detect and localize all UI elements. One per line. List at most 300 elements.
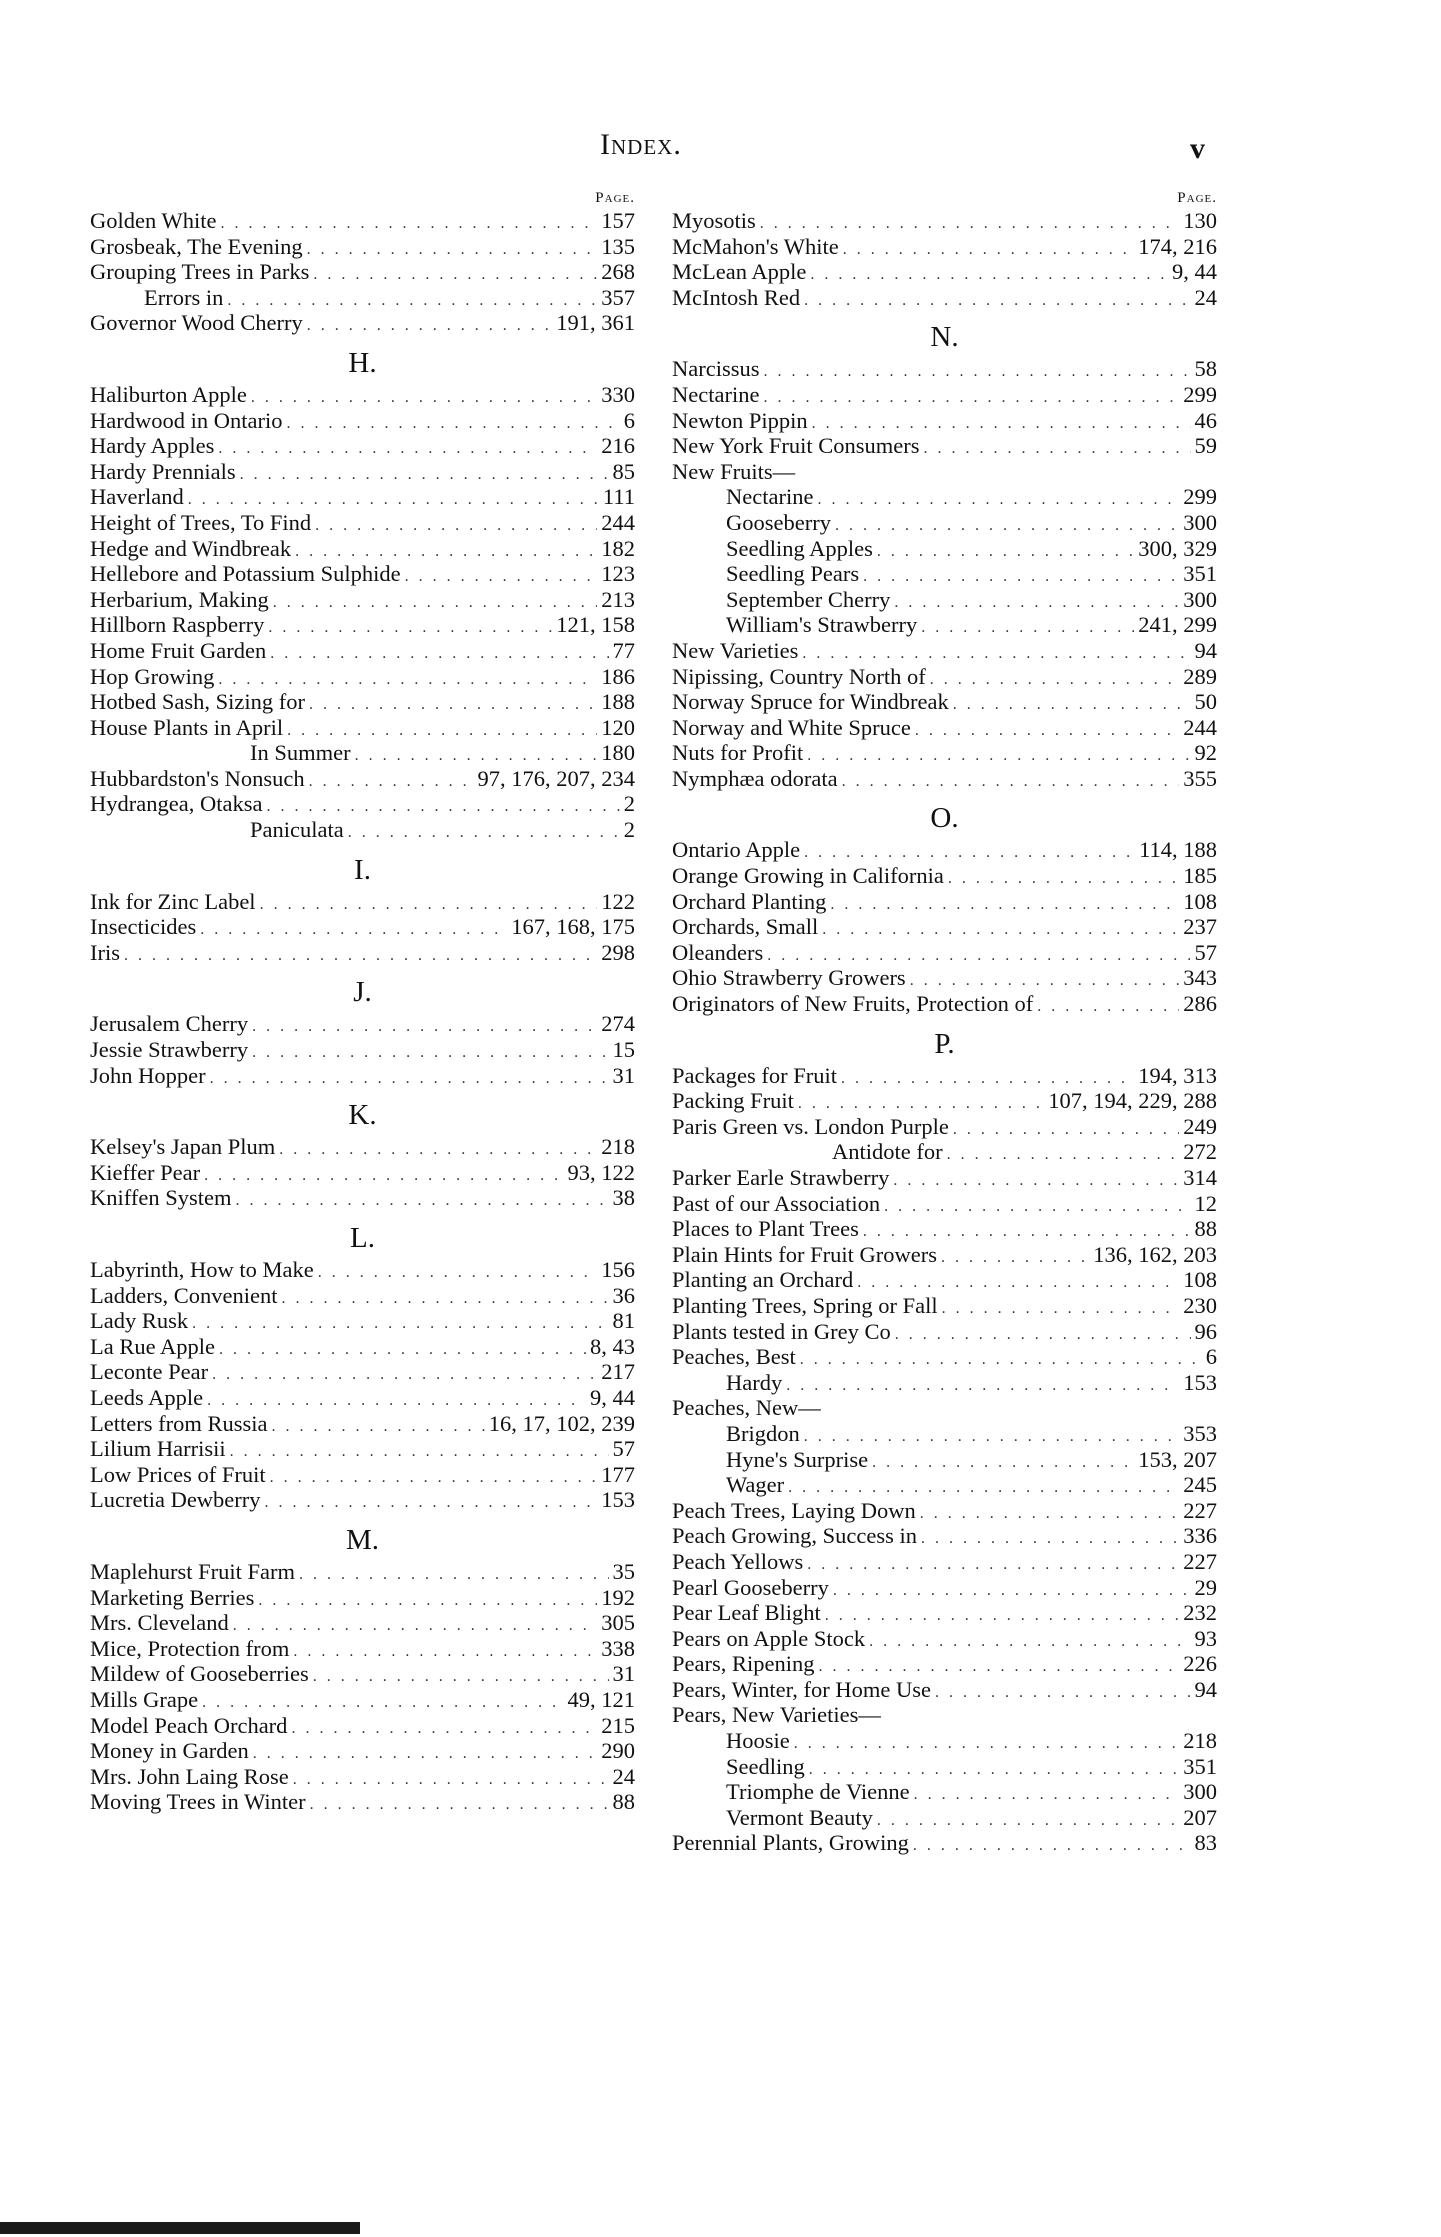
section-letter: O.	[930, 802, 959, 835]
entry-pages: 353	[1183, 1420, 1217, 1446]
leader-dots	[1037, 994, 1179, 1020]
entry-name: Hop Growing	[90, 663, 215, 689]
entry-name: Golden White	[90, 208, 217, 233]
entry-name: New Varieties	[672, 637, 799, 663]
leader-dots	[920, 1501, 1180, 1527]
index-entry	[672, 382, 1217, 408]
index-entry	[672, 1139, 1217, 1165]
entry-name: Nuts for Profit	[672, 740, 804, 766]
leader-dots	[309, 769, 474, 795]
entry-name: Nectarine	[672, 381, 760, 407]
entry-name: McMahon's White	[672, 233, 839, 259]
entry-pages: 207	[1183, 1804, 1217, 1830]
index-entry	[672, 766, 1217, 792]
index-entry	[672, 1319, 1217, 1345]
entry-pages: 88	[612, 1789, 635, 1815]
entry-name: Mrs. John Laing Rose	[90, 1763, 289, 1789]
leader-dots	[315, 513, 597, 539]
entry-name: Insecticides	[90, 914, 197, 940]
entry-pages: 216	[601, 433, 635, 459]
entry-pages: 16, 17, 102, 239	[488, 1410, 635, 1436]
entry-pages: 244	[601, 509, 635, 535]
entry-name: New Fruits—	[672, 458, 796, 484]
entry-pages: 174, 216	[1138, 233, 1217, 259]
entry-name: Iris	[90, 939, 120, 965]
entry-name: Governor Wood Cherry	[90, 310, 303, 336]
leader-dots	[953, 1117, 1179, 1143]
entry-name: Kieffer Pear	[90, 1159, 201, 1185]
index-entry	[90, 1359, 635, 1385]
entry-pages: 9, 44	[1172, 259, 1217, 285]
index-section	[90, 208, 635, 336]
leader-dots	[307, 313, 553, 339]
leader-dots	[825, 1603, 1180, 1629]
index-entry	[672, 1523, 1217, 1549]
index-entry	[672, 1549, 1217, 1575]
index-entry	[672, 1626, 1217, 1652]
entry-name: Orange Growing in California	[672, 863, 944, 889]
leader-dots	[884, 1194, 1190, 1220]
entry-name: Kelsey's Japan Plum	[90, 1134, 276, 1160]
entry-pages: 338	[601, 1635, 635, 1661]
entry-name: Norway and White Spruce	[672, 714, 911, 740]
entry-name: Lady Rusk	[90, 1308, 189, 1334]
leader-dots	[309, 692, 597, 718]
entry-pages: 94	[1194, 637, 1217, 663]
index-entry	[90, 484, 635, 510]
entry-name: Lilium Harrisii	[90, 1436, 226, 1462]
entry-name: Paris Green vs. London Purple	[672, 1113, 949, 1139]
index-entry	[672, 1344, 1217, 1370]
index-entry	[90, 259, 635, 285]
leader-dots	[895, 1322, 1191, 1348]
index-entry	[672, 715, 1217, 741]
entry-name: Labyrinth, How to Make	[90, 1257, 314, 1282]
index-entry	[90, 1011, 635, 1037]
index-section	[90, 1219, 635, 1513]
leader-dots	[863, 564, 1179, 590]
leader-dots	[258, 1588, 597, 1614]
index-entry	[90, 408, 635, 434]
entry-name: Pears, New Varieties—	[672, 1702, 881, 1728]
entry-name: Hubbardston's Nonsuch	[90, 765, 305, 791]
entry-pages: 94	[1194, 1676, 1217, 1702]
entry-pages: 24	[612, 1763, 635, 1789]
entry-name: Nipissing, Country North of	[672, 663, 926, 689]
entry-pages: 2	[623, 791, 635, 817]
leader-dots	[941, 1245, 1089, 1271]
entry-pages: 123	[601, 561, 635, 587]
entry-pages: 111	[602, 484, 635, 510]
entry-pages: 81	[612, 1308, 635, 1334]
leader-dots	[268, 615, 552, 641]
leader-dots	[313, 262, 597, 288]
index-entry	[672, 1677, 1217, 1703]
index-section	[672, 799, 1217, 1016]
leader-dots	[279, 1137, 597, 1163]
entry-pages: 268	[601, 259, 635, 285]
section-letter: L.	[350, 1222, 375, 1254]
section-letter: K.	[348, 1099, 377, 1132]
leader-dots	[286, 411, 619, 437]
entry-pages: 182	[601, 535, 635, 561]
entry-pages: 272	[1183, 1139, 1217, 1165]
index-entry	[672, 1447, 1217, 1473]
index-entry	[672, 1779, 1217, 1805]
entry-name: Planting Trees, Spring or Fall	[672, 1292, 938, 1318]
entry-pages: 49, 121	[567, 1686, 635, 1712]
entry-pages: 226	[1183, 1651, 1217, 1677]
entry-name: Model Peach Orchard	[90, 1712, 288, 1738]
entry-name: Grosbeak, The Evening	[90, 233, 303, 259]
entry-pages: 83	[1194, 1830, 1217, 1856]
entry-name: Letters from Russia	[90, 1410, 268, 1436]
entry-name: William's Strawberry	[726, 612, 918, 638]
index-entry	[90, 1661, 635, 1687]
leader-dots	[921, 615, 1134, 641]
index-entry	[90, 310, 635, 336]
index-entry	[90, 889, 635, 915]
index-entry	[90, 1462, 635, 1488]
index-entry	[90, 234, 635, 260]
entry-name: Pears on Apple Stock	[672, 1625, 866, 1651]
entry-pages: 300	[1183, 509, 1217, 535]
entry-pages: 29	[1194, 1574, 1217, 1600]
entry-pages: 96	[1194, 1318, 1217, 1344]
leader-dots	[807, 1552, 1179, 1578]
entry-name: Hardy Apples	[90, 433, 215, 459]
entry-pages: 15	[612, 1037, 635, 1063]
entry-name: Peaches, Best	[672, 1344, 796, 1370]
entry-name: Hyne's Surprise	[726, 1446, 869, 1472]
index-entry	[90, 1134, 635, 1160]
leader-dots	[804, 288, 1190, 314]
entry-pages: 93	[1194, 1625, 1217, 1651]
index-entry	[90, 817, 635, 843]
leader-dots	[318, 1260, 598, 1286]
index-entry	[672, 208, 1217, 234]
section-letter: N.	[930, 321, 959, 354]
entry-pages: 218	[1183, 1728, 1217, 1754]
leader-dots	[240, 462, 609, 488]
entry-pages: 135	[601, 233, 635, 259]
leader-dots	[293, 1767, 609, 1793]
entry-pages: 289	[1183, 663, 1217, 689]
entry-pages: 114, 188	[1139, 837, 1217, 863]
entry-pages: 299	[1183, 484, 1217, 510]
entry-pages: 93, 122	[567, 1159, 635, 1185]
index-entry	[90, 1063, 635, 1089]
leader-dots	[293, 1639, 597, 1665]
entry-name: Mills Grape	[90, 1686, 199, 1712]
entry-name: Pear Leaf Blight	[672, 1600, 821, 1626]
entry-pages: 46	[1194, 407, 1217, 433]
leader-dots	[869, 1629, 1190, 1655]
scan-edge-bar	[0, 2222, 360, 2234]
leader-dots	[763, 359, 1190, 385]
entry-name: Hotbed Sash, Sizing for	[90, 689, 305, 715]
index-entry	[90, 1585, 635, 1611]
leader-dots	[835, 513, 1179, 539]
leader-dots	[273, 590, 598, 616]
index-entry	[90, 1487, 635, 1513]
entry-pages: 92	[1194, 740, 1217, 766]
index-section	[90, 1521, 635, 1815]
leader-dots	[807, 743, 1190, 769]
entry-pages: 245	[1183, 1472, 1217, 1498]
index-entry	[672, 536, 1217, 562]
entry-pages: 107, 194, 229, 288	[1048, 1088, 1217, 1114]
entry-name: September Cherry	[726, 586, 891, 612]
entry-name: Wager	[726, 1472, 785, 1498]
leader-dots	[310, 1792, 609, 1818]
index-entry	[90, 791, 635, 817]
entry-pages: 9, 44	[590, 1384, 635, 1410]
entry-pages: 330	[601, 381, 635, 407]
entry-name: Height of Trees, To Find	[90, 509, 312, 535]
index-entry	[90, 638, 635, 664]
entry-name: Pears, Ripening	[672, 1651, 815, 1677]
index-entry	[90, 914, 635, 940]
entry-pages: 274	[601, 1011, 635, 1037]
index-entry	[90, 1385, 635, 1411]
section-letter: J.	[353, 976, 372, 1009]
index-column-right	[672, 188, 1217, 1856]
index-entry	[672, 1293, 1217, 1319]
entry-pages: 314	[1183, 1165, 1217, 1190]
entry-pages: 108	[1183, 888, 1217, 914]
leader-dots	[800, 1347, 1202, 1373]
index-entry	[672, 991, 1217, 1017]
entry-name: Seedling Pears	[726, 561, 860, 587]
entry-pages: 357	[601, 284, 635, 310]
entry-pages: 130	[1183, 208, 1217, 233]
leader-dots	[794, 1731, 1180, 1757]
index-entry	[90, 1257, 635, 1283]
entry-pages: 85	[612, 458, 635, 484]
entry-pages: 227	[1183, 1548, 1217, 1574]
index-entry	[90, 1160, 635, 1186]
leader-dots	[230, 1439, 609, 1465]
leader-dots	[271, 1414, 484, 1440]
index-entry	[90, 1738, 635, 1764]
entry-name: Hardy	[726, 1369, 783, 1395]
index-section	[90, 344, 635, 843]
entry-pages: 343	[1183, 965, 1217, 991]
entry-name: Packing Fruit	[672, 1088, 794, 1114]
entry-name: Errors in	[144, 284, 224, 310]
index-entry	[90, 587, 635, 613]
entry-name: Plants tested in Grey Co	[672, 1318, 891, 1344]
index-entry	[672, 940, 1217, 966]
entry-pages: 215	[601, 1712, 635, 1738]
leader-dots	[281, 1286, 608, 1312]
entry-pages: 12	[1194, 1190, 1217, 1216]
section-letter: M.	[345, 1523, 380, 1556]
entry-pages: 38	[612, 1185, 635, 1211]
leader-dots	[877, 539, 1134, 565]
index-entry	[90, 1283, 635, 1309]
index-entry	[90, 740, 635, 766]
index-entry	[672, 1216, 1217, 1242]
entry-pages: 2	[623, 817, 635, 843]
entry-name: Newton Pippin	[672, 407, 808, 433]
leader-dots	[822, 917, 1179, 943]
index-entry	[90, 664, 635, 690]
entry-name: Seedling Apples	[726, 535, 873, 561]
leader-dots	[348, 820, 620, 846]
index-entry	[672, 459, 1217, 485]
index-entry	[672, 612, 1217, 638]
index-entry	[672, 1165, 1217, 1191]
entry-pages: 230	[1183, 1292, 1217, 1318]
entry-pages: 249	[1183, 1113, 1217, 1139]
index-entry	[672, 914, 1217, 940]
index-entry	[672, 638, 1217, 664]
index-section	[672, 1025, 1217, 1856]
entry-pages: 305	[601, 1610, 635, 1636]
index-entry	[672, 1651, 1217, 1677]
page-number: v	[1190, 132, 1205, 165]
entry-pages: 213	[601, 586, 635, 612]
leader-dots	[405, 564, 598, 590]
index-entry	[672, 234, 1217, 260]
leader-dots	[843, 237, 1135, 263]
index-entry	[90, 1764, 635, 1790]
leader-dots	[252, 1040, 608, 1066]
entry-pages: 192	[601, 1584, 635, 1610]
entry-pages: 50	[1194, 689, 1217, 715]
entry-name: Peach Yellows	[672, 1548, 804, 1574]
entry-name: Myosotis	[672, 208, 756, 233]
entry-pages: 31	[612, 1062, 635, 1088]
entry-pages: 185	[1183, 863, 1217, 889]
entry-name: Oleanders	[672, 939, 764, 965]
leader-dots	[930, 667, 1179, 693]
leader-dots	[192, 1311, 608, 1337]
entry-pages: 186	[601, 663, 635, 689]
entry-name: Leconte Pear	[90, 1359, 209, 1385]
entry-pages: 355	[1183, 765, 1217, 791]
entry-pages: 35	[612, 1558, 635, 1584]
index-column-left	[90, 188, 635, 1815]
index-entry	[90, 1713, 635, 1739]
entry-name: Antidote for	[832, 1139, 943, 1165]
index-entry	[90, 766, 635, 792]
leader-dots	[253, 1741, 598, 1767]
leader-dots	[817, 487, 1179, 513]
entry-name: Planting an Orchard	[672, 1267, 854, 1293]
index-entry	[672, 837, 1217, 863]
leader-dots	[913, 1833, 1191, 1859]
entry-pages: 290	[601, 1738, 635, 1764]
leader-dots	[124, 943, 597, 969]
leader-dots	[200, 917, 507, 943]
entry-pages: 120	[601, 714, 635, 740]
leader-dots	[942, 1296, 1180, 1322]
index-section	[90, 973, 635, 1088]
entry-pages: 244	[1183, 714, 1217, 740]
entry-pages: 218	[601, 1134, 635, 1160]
entry-name: Mrs. Cleveland	[90, 1610, 229, 1636]
index-entry	[672, 740, 1217, 766]
entry-name: Narcissus	[672, 356, 760, 382]
entry-name: Norway Spruce for Windbreak	[672, 689, 949, 715]
index-entry	[90, 433, 635, 459]
entry-name: Brigdon	[726, 1420, 800, 1446]
leader-dots	[235, 1188, 608, 1214]
page-column-label: Page.	[595, 190, 635, 206]
entry-name: Orchards, Small	[672, 914, 819, 940]
entry-name: In Summer	[250, 740, 351, 766]
entry-pages: 24	[1194, 284, 1217, 310]
entry-name: Grouping Trees in Parks	[90, 259, 310, 285]
leader-dots	[810, 262, 1168, 288]
entry-name: Packages for Fruit	[672, 1062, 837, 1088]
index-entry	[672, 484, 1217, 510]
leader-dots	[915, 718, 1179, 744]
index-entry	[672, 1191, 1217, 1217]
entry-name: Herbarium, Making	[90, 586, 269, 612]
leader-dots	[948, 866, 1179, 892]
leader-dots	[218, 436, 597, 462]
leader-dots	[313, 1664, 609, 1690]
index-entry	[90, 459, 635, 485]
entry-name: Moving Trees in Winter	[90, 1789, 306, 1815]
entry-pages: 97, 176, 207, 234	[477, 765, 635, 791]
entry-pages: 217	[601, 1359, 635, 1385]
entry-name: Perennial Plants, Growing	[672, 1830, 909, 1856]
index-entry	[672, 1805, 1217, 1831]
entry-name: Haliburton Apple	[90, 381, 247, 407]
index-entry	[672, 863, 1217, 889]
entry-pages: 298	[601, 939, 635, 965]
entry-pages: 6	[623, 407, 635, 433]
entry-pages: 351	[1183, 561, 1217, 587]
entry-name: Hillborn Raspberry	[90, 612, 265, 638]
leader-dots	[204, 1163, 563, 1189]
entry-pages: 57	[612, 1436, 635, 1462]
index-entry	[672, 587, 1217, 613]
index-entry	[90, 1559, 635, 1585]
leader-dots	[830, 892, 1179, 918]
leader-dots	[299, 1562, 609, 1588]
entry-pages: 153	[1183, 1369, 1217, 1395]
leader-dots	[842, 769, 1180, 795]
index-entry	[672, 510, 1217, 536]
index-entry	[672, 408, 1217, 434]
entry-name: Ladders, Convenient	[90, 1282, 278, 1308]
leader-dots	[914, 1782, 1180, 1808]
index-section	[672, 208, 1217, 310]
page-column-label: Page.	[1177, 190, 1217, 206]
leader-dots	[877, 1808, 1179, 1834]
index-entry	[90, 1308, 635, 1334]
index-entry	[90, 940, 635, 966]
entry-name: Peaches, New—	[672, 1395, 821, 1421]
index-entry	[672, 1370, 1217, 1396]
entry-name: Peach Growing, Success in	[672, 1523, 917, 1549]
entry-pages: 232	[1183, 1600, 1217, 1626]
index-entry	[672, 1830, 1217, 1856]
section-letter: H.	[348, 346, 377, 379]
entry-name: Peach Trees, Laying Down	[672, 1497, 916, 1523]
index-entry	[672, 1472, 1217, 1498]
entry-pages: 88	[1194, 1216, 1217, 1242]
leader-dots	[251, 385, 597, 411]
entry-name: Originators of New Fruits, Protection of	[672, 991, 1034, 1017]
index-entry	[90, 612, 635, 638]
